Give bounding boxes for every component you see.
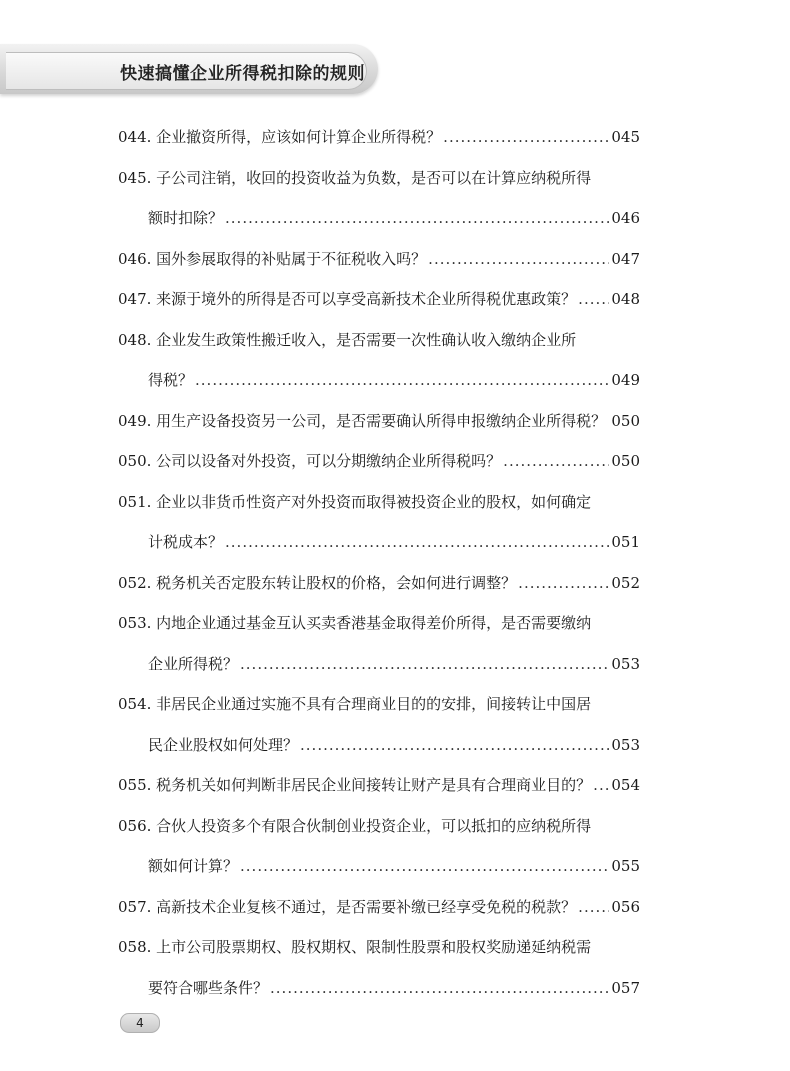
- leader-dots: [503, 450, 609, 472]
- toc-entry-text: 053. 内地企业通过基金互认买卖香港基金取得差价所得，是否需要缴纳: [118, 614, 592, 632]
- leader-dots: [593, 774, 609, 796]
- toc-page-number: 051: [611, 533, 640, 551]
- toc-entry-text-cont: 额时扣除？: [148, 209, 224, 227]
- leader-dots: [608, 410, 609, 432]
- leader-dots: [578, 288, 609, 310]
- leader-dots: [240, 653, 609, 675]
- leader-dots: [195, 369, 609, 391]
- toc-entry-054[interactable]: [118, 693, 640, 715]
- toc-entry-text-cont: 企业所得税？: [148, 654, 239, 673]
- leader-dots: [240, 855, 609, 877]
- toc-entry-046[interactable]: [118, 248, 640, 270]
- toc-entry-text: 052. 税务机关否定股东转让股权的价格，会如何进行调整？: [118, 573, 517, 592]
- toc-entry-050[interactable]: [118, 450, 640, 472]
- toc-entry-text: 045. 子公司注销，收回的投资收益为负数，是否可以在计算应纳税所得: [118, 168, 592, 187]
- toc-entry-text-cont: 民企业股权如何处理？: [148, 735, 299, 754]
- table-of-contents: [118, 126, 640, 1017]
- toc-entry-051-cont[interactable]: [118, 531, 640, 553]
- toc-entry-048[interactable]: [118, 329, 640, 351]
- leader-dots: [225, 531, 609, 553]
- toc-entry-053-cont[interactable]: [118, 653, 640, 675]
- toc-entry-055[interactable]: [118, 774, 640, 796]
- leader-dots: [428, 248, 609, 270]
- toc-page-number: 054: [611, 776, 640, 794]
- toc-entry-text: 056. 合伙人投资多个有限合伙制创业投资企业，可以抵扣的应纳税所得: [118, 816, 592, 835]
- leader-dots: [225, 207, 609, 229]
- toc-entry-054-cont[interactable]: [118, 734, 640, 756]
- toc-entry-045[interactable]: [118, 167, 640, 189]
- toc-entry-057[interactable]: [118, 896, 640, 918]
- toc-entry-058[interactable]: [118, 936, 640, 958]
- toc-entry-text: 044. 企业撤资所得，应该如何计算企业所得税？: [118, 128, 442, 146]
- toc-entry-text-cont: 额如何计算？: [148, 857, 239, 875]
- toc-page-number: 050: [611, 411, 640, 430]
- toc-entry-056[interactable]: [118, 815, 640, 837]
- toc-entry-text: 058. 上市公司股票期权、股权期权、限制性股票和股权奖励递延纳税需: [118, 938, 592, 956]
- toc-entry-053[interactable]: [118, 612, 640, 634]
- toc-page-number: 048: [611, 290, 640, 308]
- toc-entry-text-cont: 计税成本？: [148, 533, 224, 551]
- toc-entry-text: 049. 用生产设备投资另一公司，是否需要确认所得申报缴纳企业所得税？: [118, 411, 607, 430]
- toc-entry-051[interactable]: [118, 491, 640, 513]
- toc-entry-text: 046. 国外参展取得的补贴属于不征税收入吗？: [118, 249, 427, 268]
- toc-entry-text: 055. 税务机关如何判断非居民企业间接转让财产是具有合理商业目的？: [118, 776, 592, 794]
- toc-entry-text-cont: 得税？: [148, 371, 194, 389]
- toc-entry-text: 051. 企业以非货币性资产对外投资而取得被投资企业的股权，如何确定: [118, 492, 592, 511]
- leader-dots: [300, 734, 609, 756]
- leader-dots: [270, 977, 609, 999]
- toc-entry-047[interactable]: [118, 288, 640, 310]
- toc-entry-052[interactable]: [118, 572, 640, 594]
- toc-page-number: 055: [611, 857, 640, 875]
- toc-page-number: 047: [611, 249, 640, 268]
- page-number-badge: 4: [120, 1013, 160, 1033]
- toc-page-number: 045: [611, 128, 640, 146]
- leader-dots: [518, 572, 609, 594]
- leader-dots: [443, 126, 609, 148]
- toc-entry-text: 047. 来源于境外的所得是否可以享受高新技术企业所得税优惠政策？: [118, 290, 577, 308]
- toc-entry-text: 057. 高新技术企业复核不通过，是否需要补缴已经享受免税的税款？: [118, 897, 577, 916]
- book-title: 快速搞懂企业所得税扣除的规则: [120, 64, 365, 84]
- toc-entry-058-cont[interactable]: [118, 977, 640, 999]
- toc-entry-text: 054. 非居民企业通过实施不具有合理商业目的的安排，间接转让中国居: [118, 695, 592, 713]
- toc-entry-text: 048. 企业发生政策性搬迁收入，是否需要一次性确认收入缴纳企业所: [118, 330, 577, 349]
- toc-entry-049[interactable]: [118, 410, 640, 432]
- toc-page-number: 057: [611, 978, 640, 997]
- leader-dots: [578, 896, 609, 918]
- toc-entry-text-cont: 要符合哪些条件？: [148, 978, 269, 997]
- toc-entry-056-cont[interactable]: [118, 855, 640, 877]
- toc-page-number: 052: [611, 573, 640, 592]
- toc-entry-045-cont[interactable]: [118, 207, 640, 229]
- toc-page-number: 050: [611, 452, 640, 470]
- toc-entry-048-cont[interactable]: [118, 369, 640, 391]
- toc-page-number: 053: [611, 735, 640, 754]
- toc-page-number: 046: [611, 209, 640, 227]
- toc-entry-text: 050. 公司以设备对外投资，可以分期缴纳企业所得税吗？: [118, 452, 502, 470]
- toc-page-number: 053: [611, 654, 640, 673]
- toc-page-number: 056: [611, 897, 640, 916]
- toc-entry-044[interactable]: [118, 126, 640, 148]
- toc-page-number: 049: [611, 371, 640, 389]
